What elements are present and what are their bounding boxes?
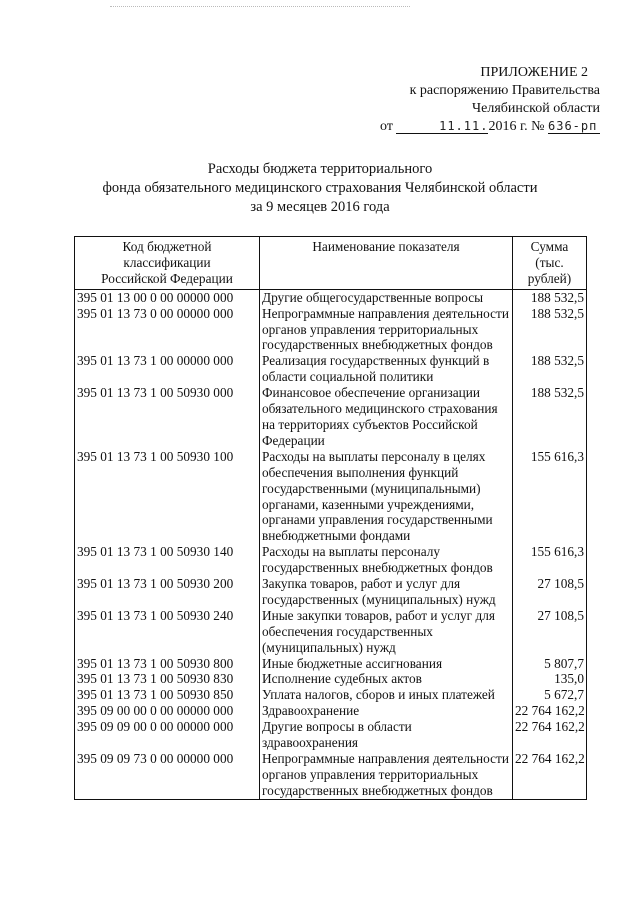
table-row [75,656,587,672]
table-row [75,449,587,544]
row-code: 395 01 13 73 0 00 00000 000 [75,306,260,354]
row-sum: 5 672,7 [513,687,587,703]
table-row [75,703,587,719]
row-sum: 155 616,3 [513,544,587,576]
row-sum: 22 764 162,2 [513,719,587,751]
row-code: 395 01 13 73 1 00 50930 140 [75,544,260,576]
row-code: 395 09 09 00 0 00 00000 000 [75,719,260,751]
row-name: Другие общегосударственные вопросы [260,289,513,305]
row-name: Другие вопросы в области здравоохранения [260,719,513,751]
scan-specks [110,6,410,9]
table-header-row [75,237,587,290]
header-sum: Сумма (тыс. рублей) [513,237,587,290]
title-line-3: за 9 месяцев 2016 года [250,199,390,215]
row-code: 395 09 00 00 0 00 00000 000 [75,703,260,719]
row-sum: 155 616,3 [513,449,587,544]
row-sum: 135,0 [513,671,587,687]
row-sum: 22 764 162,2 [513,751,587,799]
title-line-2: фонда обязательного медицинского страхования Челябинской области [102,180,538,196]
row-code: 395 09 09 73 0 00 00000 000 [75,751,260,799]
handwritten-number: 636-рп [548,120,600,134]
table-row [75,385,587,449]
appendix-line-1: к распоряжению Правительства [409,83,600,98]
document-title [0,160,640,217]
appendix-block [330,64,600,136]
title-line-1: Расходы бюджета территориального [207,161,433,177]
row-sum: 22 764 162,2 [513,703,587,719]
row-sum: 5 807,7 [513,656,587,672]
year-text: 2016 г. № [488,119,545,134]
row-name: Расходы на выплаты персоналу государственных внебюджетных фондов [260,544,513,576]
row-name: Закупка товаров, работ и услуг для государственных (муниципальных) нужд [260,576,513,608]
appendix-line-2: Челябинской области [472,101,600,116]
table-row [75,576,587,608]
table-row [75,719,587,751]
row-name: Реализация государственных функций в области социальной политики [260,353,513,385]
row-name: Уплата налогов, сборов и иных платежей [260,687,513,703]
table-row [75,671,587,687]
row-code: 395 01 13 73 1 00 00000 000 [75,353,260,385]
row-name: Иные бюджетные ассигнования [260,656,513,672]
table-row [75,353,587,385]
row-code: 395 01 13 73 1 00 50930 240 [75,608,260,656]
table-row [75,306,587,354]
row-name: Иные закупки товаров, работ и услуг для обеспечения государственных (муниципальных) нужд [260,608,513,656]
row-sum: 188 532,5 [513,385,587,449]
row-code: 395 01 13 00 0 00 00000 000 [75,289,260,305]
row-name: Непрограммные направления деятельности органов управления территориальных государственных внебюджетных фондов [260,306,513,354]
table-row [75,608,587,656]
row-name: Исполнение судебных актов [260,671,513,687]
row-code: 395 01 13 73 1 00 50930 800 [75,656,260,672]
row-code: 395 01 13 73 1 00 50930 830 [75,671,260,687]
table-row [75,687,587,703]
row-name: Финансовое обеспечение организации обязательного медицинского страхования на территориях субъектов Российской Федерации [260,385,513,449]
row-sum: 27 108,5 [513,608,587,656]
row-code: 395 01 13 73 1 00 50930 100 [75,449,260,544]
row-sum: 188 532,5 [513,289,587,305]
table-row [75,289,587,305]
appendix-date-line [330,118,600,136]
row-code: 395 01 13 73 1 00 50930 200 [75,576,260,608]
handwritten-date: 11.11. [396,120,488,134]
date-prefix: от [380,119,393,134]
row-code: 395 01 13 73 1 00 50930 850 [75,687,260,703]
appendix-title: ПРИЛОЖЕНИЕ 2 [480,65,588,80]
row-sum: 188 532,5 [513,353,587,385]
budget-table [74,236,587,800]
row-name: Расходы на выплаты персоналу в целях обеспечения выполнения функций государственными (муниципальными) органами, казенными учреждениями, органами управления государственными внебюджетными фондами [260,449,513,544]
row-code: 395 01 13 73 1 00 50930 000 [75,385,260,449]
row-sum: 188 532,5 [513,306,587,354]
row-name: Непрограммные направления деятельности органов управления территориальных государственных внебюджетных фондов [260,751,513,799]
header-code: Код бюджетной классификации Российской Федерации [75,237,260,290]
table-row [75,544,587,576]
row-sum: 27 108,5 [513,576,587,608]
header-name: Наименование показателя [260,237,513,290]
table-row [75,751,587,799]
row-name: Здравоохранение [260,703,513,719]
